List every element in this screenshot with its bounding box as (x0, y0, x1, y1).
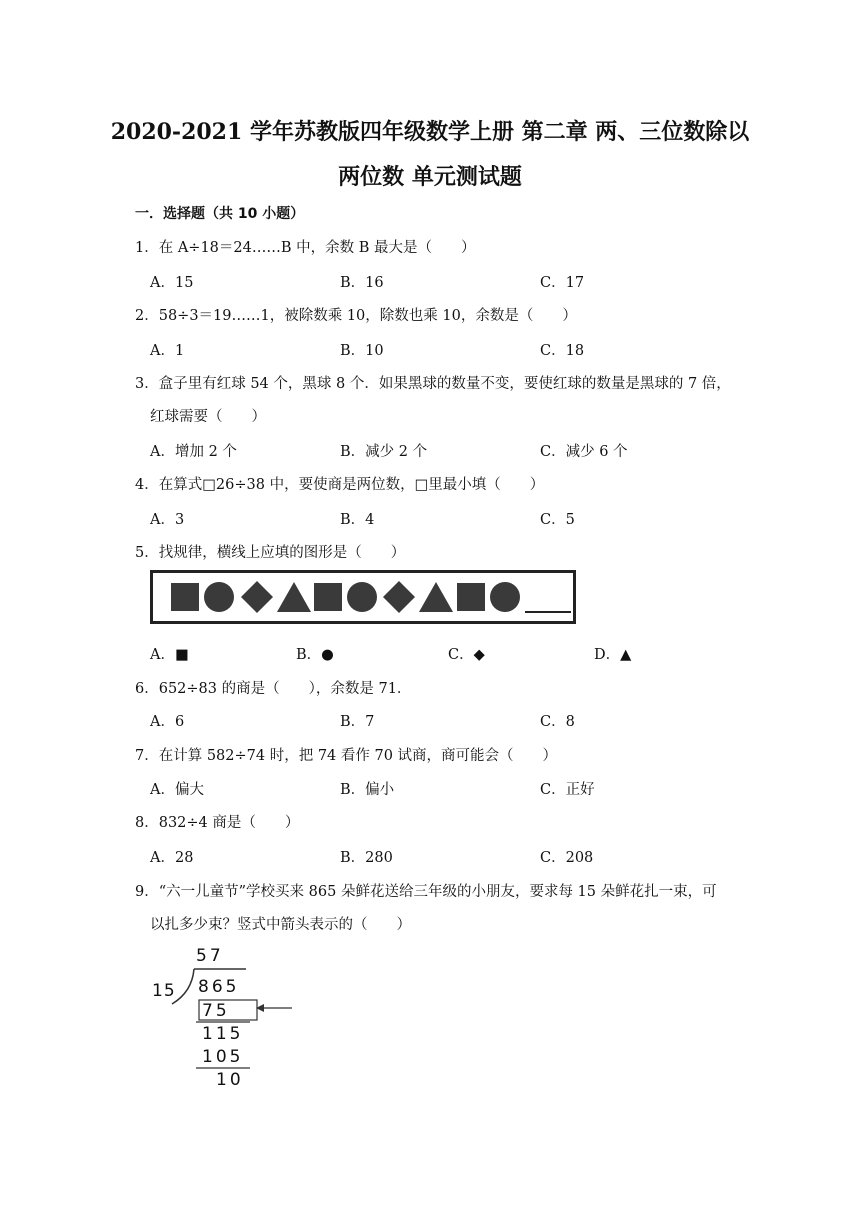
q2-option-a: A．1 (150, 343, 185, 359)
question-9: 9．“六一儿童节”学校买来 865 朵鲜花送给三年级的小朋友，要求每 15 朵鲜花扎一束，可 (135, 884, 717, 900)
q3-option-b: B．减少 2 个 (340, 444, 428, 460)
question-7: 7．在计算 582÷74 时，把 74 看作 70 试商，商可能会（ ） (135, 748, 558, 764)
ld-quotient: 57 (196, 946, 224, 966)
document-title-line-1: 2020-2021 学年苏教版四年级数学上册 第二章 两、三位数除以 (110, 119, 750, 145)
ld-remainder: 10 (216, 1070, 244, 1090)
question-9-continued: 以扎多少束？竖式中箭头表示的（ ） (150, 917, 411, 933)
q7-option-c: C．正好 (540, 782, 595, 798)
q7-option-a: A．偏大 (150, 782, 204, 798)
circle-shape-2 (347, 582, 377, 612)
q4-option-a: A．3 (150, 512, 185, 528)
question-8: 8．832÷4 商是（ ） (135, 815, 300, 831)
circle-shape-1 (204, 582, 234, 612)
diamond-shape-1 (241, 581, 273, 613)
q4-option-b: B．4 (340, 512, 375, 528)
ld-step-2: 115 (202, 1024, 244, 1044)
ld-bracket-curve (172, 969, 194, 1004)
question-1: 1．在 A÷18＝24……B 中，余数 B 最大是（ ） (135, 240, 476, 256)
question-6: 6．652÷83 的商是（ ），余数是 71． (135, 681, 412, 697)
q8-option-b: B．280 (340, 850, 393, 866)
q5-option-b: B．● (296, 647, 334, 663)
q1-option-a: A．15 (150, 275, 194, 291)
q1-option-c: C．17 (540, 275, 585, 291)
q5-option-a: A．■ (150, 647, 189, 663)
q6-option-b: B．7 (340, 714, 375, 730)
q2-option-c: C．18 (540, 343, 585, 359)
question-4: 4．在算式□26÷38 中，要使商是两位数，□里最小填（ ） (135, 477, 545, 493)
square-shape-2 (314, 583, 342, 611)
section-heading: 一．选择题（共 10 小题） (135, 206, 305, 222)
q7-option-b: B．偏小 (340, 782, 395, 798)
long-division-figure (150, 944, 310, 1094)
diamond-shape-2 (383, 581, 415, 613)
q6-option-c: C．8 (540, 714, 575, 730)
square-shape-3 (457, 583, 485, 611)
q3-option-c: C．减少 6 个 (540, 444, 628, 460)
question-3-continued: 红球需要（ ） (150, 409, 266, 425)
ld-highlight-box (199, 1000, 257, 1020)
long-division-lines (150, 944, 310, 1094)
q8-option-a: A．28 (150, 850, 194, 866)
q3-option-a: A．增加 2 个 (150, 444, 237, 460)
shape-pattern-svg (153, 573, 573, 621)
question-3: 3．盒子里有红球 54 个，黑球 8 个．如果黑球的数量不变，要使红球的数量是黑球的 7 倍， (135, 376, 731, 392)
q1-option-b: B．16 (340, 275, 384, 291)
q5-option-c: C．◆ (448, 647, 485, 663)
ld-step-3: 105 (202, 1047, 244, 1067)
square-shape-1 (171, 583, 199, 611)
ld-divisor: 15 (152, 981, 176, 1001)
document-title-line-2: 两位数 单元测试题 (338, 164, 522, 190)
shape-pattern-figure (150, 570, 576, 624)
triangle-shape-2 (419, 582, 453, 612)
question-5: 5．找规律，横线上应填的图形是（ ） (135, 545, 406, 561)
q8-option-c: C．208 (540, 850, 594, 866)
question-2: 2．58÷3＝19……1，被除数乘 10，除数也乘 10，余数是（ ） (135, 308, 577, 324)
q2-option-b: B．10 (340, 343, 384, 359)
ld-step-1: 75 (202, 1001, 230, 1021)
q6-option-a: A．6 (150, 714, 185, 730)
q5-option-d: D．▲ (594, 647, 632, 663)
ld-dividend: 865 (198, 977, 240, 997)
q4-option-c: C．5 (540, 512, 575, 528)
triangle-shape-1 (277, 582, 311, 612)
circle-shape-3 (490, 582, 520, 612)
